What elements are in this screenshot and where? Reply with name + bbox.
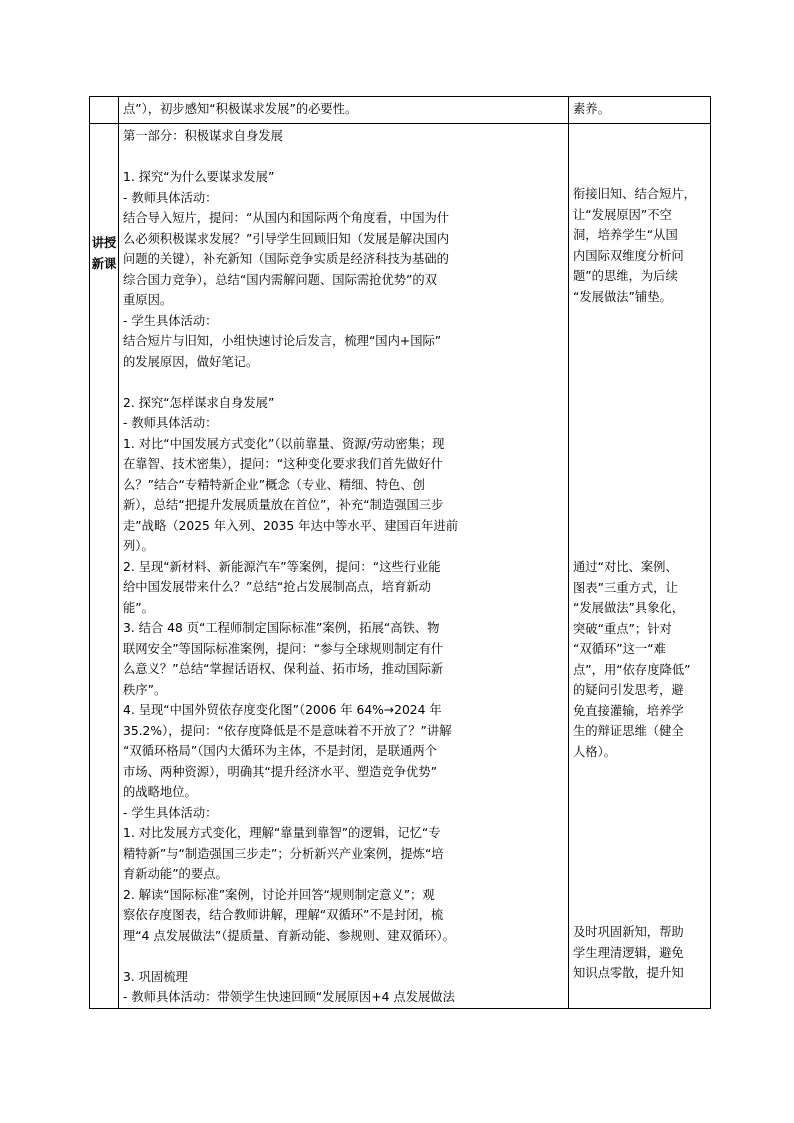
note-line: 学生理清逻辑，避免 (573, 945, 684, 960)
note-line: 衔接旧知、结合短片， (573, 187, 696, 201)
teacher-activity-label: - 教师具体活动： (123, 416, 218, 430)
text-line: 么？”结合“专精特新企业”概念（专业、精细、特色、创 (123, 477, 425, 492)
note-line: 让“发展原因”不空 (573, 207, 672, 222)
section-label-cell (90, 124, 119, 1009)
text-line: 4. 呈现“中国外贸依存度变化图”（2006 年 64%→2024 年 (123, 703, 442, 717)
section-title: 2. 探究“怎样谋求自身发展” (123, 395, 275, 410)
text-line: 秩序”。 (123, 682, 167, 697)
note-line: 人格）。 (573, 744, 617, 759)
note-line: 突破“重点”；针对 (573, 621, 672, 636)
teacher-activity-line: - 教师具体活动：带领学生快速回顾“发展原因+4 点发展做法 (123, 990, 455, 1004)
text-line: 么意义？”总结“掌握话语权、保利益、拓市场，推动国际新 (123, 662, 444, 676)
note-line: 题”的思维，为后续 (573, 269, 678, 283)
note-line: 免直接灌输，培养学 (573, 703, 684, 718)
text-line: 结合导入短片，提问：“从国内和国际两个角度看，中国为什 (123, 211, 450, 225)
note-line: 生的辩证思维（健全 (573, 724, 684, 738)
text-line: 问题的关键），补充新知（国际竞争实质是经济科技为基础的 (123, 252, 449, 266)
student-activity-label: - 学生具体活动： (123, 313, 218, 328)
text-line: 重原因。 (123, 293, 173, 307)
text-line: 给中国发展带来什么？”总结“抢占发展制高点，培育新动 (123, 580, 431, 594)
text-line: 的战略地位。 (123, 785, 197, 799)
note-line: “发展做法”铺垫。 (573, 289, 672, 304)
text-line: 么必须积极谋求发展？”引导学生回顾旧知（发展是解决国内 (123, 231, 450, 246)
note-line: 的疑问引发思考，避 (573, 683, 684, 697)
text-line: 精特新”与“制造强国三步走”；分析新兴产业案例，提炼“培 (123, 846, 444, 861)
note-line: 点”，用“依存度降低” (573, 662, 691, 677)
text-line: 理“4 点发展做法”（提质量、育新动能、参规则、建双循环）。 (123, 928, 455, 943)
text-line: 1. 对比“中国发展方式变化”（以前靠量、资源/劳动密集；现 (123, 436, 445, 451)
note-line: 通过“对比、案例、 (573, 560, 678, 574)
note-line: 洞，培养学生“从国 (573, 228, 678, 242)
table-row-top (90, 97, 711, 124)
text-line: 结合短片与旧知，小组快速讨论后发言，梳理“国内+国际” (123, 334, 442, 348)
note-line: 素养。 (573, 102, 610, 116)
note-line: 及时巩固新知，帮助 (573, 925, 684, 939)
text-line: 2. 解读“国际标准”案例，讨论并回答“规则制定意义”；观 (123, 887, 435, 902)
note-line: “发展做法”具象化， (573, 601, 685, 615)
text-line: 1. 对比发展方式变化，理解“靠量到靠智”的逻辑，记忆“专 (123, 826, 441, 840)
note-cell (569, 97, 711, 124)
text-line: 能”。 (123, 600, 154, 615)
text-line: 35.2%），提问：“依存度降低是不是意味着不开放了？”讲解 (123, 723, 452, 738)
section-label: 讲授新课 (91, 236, 117, 271)
note-line: 知识点零散，提升知 (573, 966, 684, 980)
part-title: 第一部分：积极谋求自身发展 (123, 129, 283, 143)
text-line: 2. 呈现“新材料、新能源汽车”等案例，提问：“这些行业能 (123, 559, 441, 574)
text-line: 列）。 (123, 539, 154, 553)
text-line: 育新动能”的要点。 (123, 867, 228, 881)
text-line: 3. 结合 48 页“工程师制定国际标准”案例，拓展“高铁、物 (123, 621, 440, 635)
teacher-activity-label: - 教师具体活动： (123, 190, 218, 205)
section-title: 3. 巩固梳理 (123, 969, 188, 984)
note-cell (569, 124, 711, 1009)
text-line: “双循环格局”（国内大循环为主体，不是封闭，是联通两个 (123, 744, 438, 758)
content-cell (119, 97, 569, 124)
label-cell-empty (90, 97, 119, 124)
student-activity-label: - 学生具体活动： (123, 805, 218, 820)
design-note (573, 922, 706, 984)
text-line: 联网安全”等国际标准案例，提问：“参与全球规则制定有什 (123, 641, 444, 656)
text-line: 综合国力竞争），总结“国内需解问题、国际需抢优势”的双 (123, 272, 438, 287)
content-line: 点”），初步感知“积极谋求发展”的必要性。 (123, 102, 358, 116)
note-line: 图表”三重方式，让 (573, 580, 678, 595)
design-note (573, 184, 706, 307)
content-cell (119, 124, 569, 1009)
lesson-plan-table (89, 96, 711, 1009)
text-line: 在靠智、技术密集），提问：“这种变化要求我们首先做好什 (123, 457, 443, 471)
text-line: 的发展原因，做好笔记。 (123, 354, 259, 369)
text-line: 察依存度图表，结合教师讲解，理解“双循环”不是封闭，梳 (123, 908, 444, 922)
text-line: 市场、两种资源），明确其“提升经济水平、塑造竞争优势” (123, 764, 438, 779)
text-line: 走”战略（2025 年入列、2035 年达中等水平、建国百年进前 (123, 518, 459, 533)
text-line: 新），总结“把提升发展质量放在首位”，补充“制造强国三步 (123, 498, 444, 512)
section-title: 1. 探究“为什么要谋求发展” (123, 170, 275, 184)
table-row-main (90, 124, 711, 1009)
note-line: 内国际双维度分析问 (573, 248, 684, 263)
note-line: “双循环”这一“难 (573, 642, 666, 656)
design-note (573, 557, 706, 762)
